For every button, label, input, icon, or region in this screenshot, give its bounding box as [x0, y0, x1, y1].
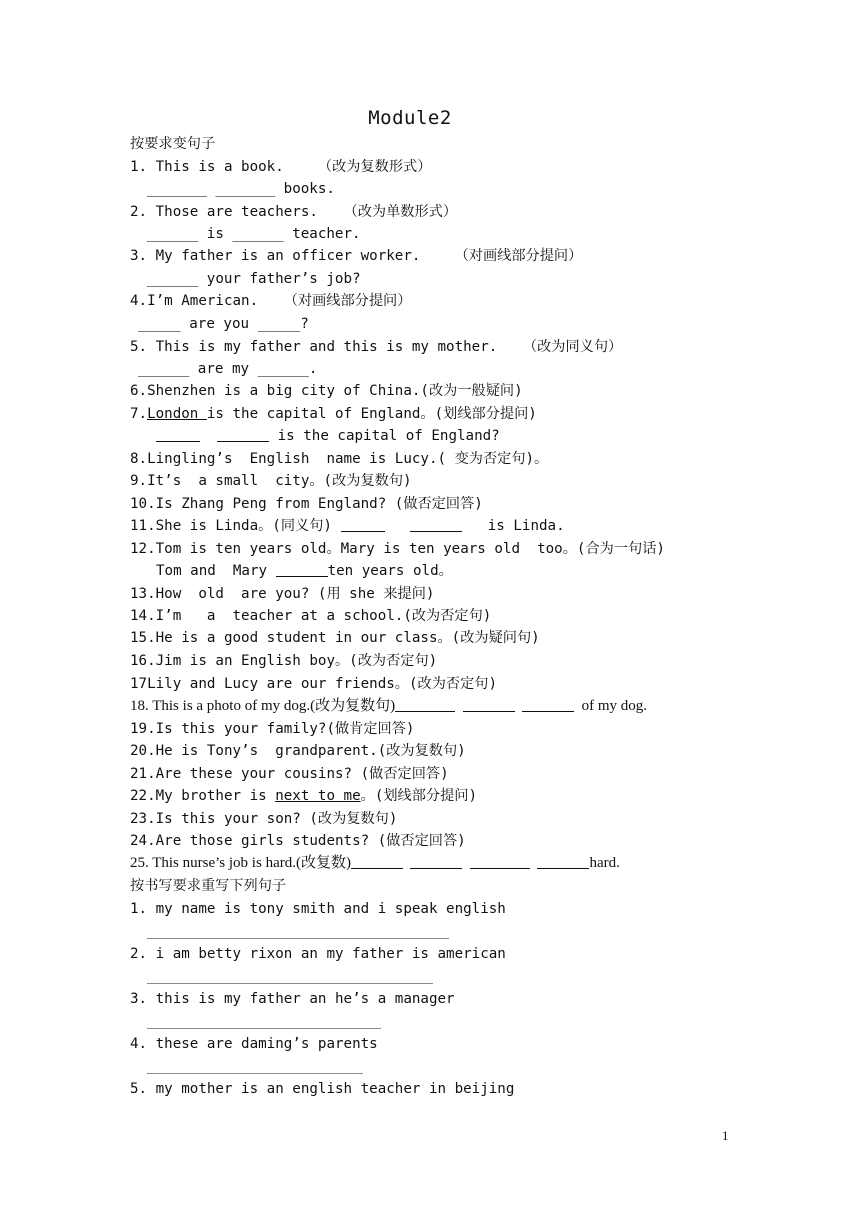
answer-12 [156, 561, 453, 581]
blank [341, 517, 385, 532]
blank [395, 697, 455, 712]
question-11 [130, 516, 565, 536]
question-8: 8.Lingling’s English name is Lucy.( 变为否定句)。 [130, 451, 549, 467]
blank [410, 854, 462, 869]
question-3: 3. My father is an officer worker. （对画线部分提问） [130, 248, 583, 264]
blank [156, 427, 200, 442]
question-1: 1. This is a book. （改为复数形式） [130, 159, 432, 175]
question-21: 21.Are these your cousins? (做否定回答) [130, 766, 449, 782]
rewrite-3: 3. this is my father an he’s a manager [130, 991, 455, 1007]
blank [470, 854, 530, 869]
rewrite-4: 4. these are daming’s parents [130, 1036, 378, 1052]
question-18-tail: of my dog. [581, 698, 648, 714]
blank [410, 517, 462, 532]
answer-7 [156, 426, 500, 446]
answer-12-tail: ten years old。 [327, 563, 453, 579]
question-5: 5. This is my father and this is my mother. （改为同义句） [130, 339, 623, 355]
question-9: 9.It’s a small city。(改为复数句) [130, 473, 412, 489]
question-7 [130, 404, 537, 424]
question-4: 4.I’m American. （对画线部分提问） [130, 293, 412, 309]
rewrite-5: 5. my mother is an english teacher in beijing [130, 1081, 515, 1097]
question-15: 15.He is a good student in our class。(改为疑问句) [130, 630, 540, 646]
question-11-text: 11.She is Linda。(同义句) [130, 518, 332, 534]
question-6: 6.Shenzhen is a big city of China.(改为一般疑问) [130, 383, 523, 399]
question-10: 10.Is Zhang Peng from England? (做否定回答) [130, 496, 483, 512]
question-12: 12.Tom is ten years old。Mary is ten years old too。(合为一句话) [130, 541, 665, 557]
question-25-tail: hard. [589, 855, 620, 871]
question-17: 17Lily and Lucy are our friends。(改为否定句) [130, 676, 497, 692]
question-22 [130, 786, 477, 806]
answer-1: _______ _______ books. [147, 181, 335, 197]
writing-line [147, 938, 449, 939]
question-7-number: 7. [130, 406, 148, 422]
question-11-tail: is Linda. [487, 518, 565, 534]
writing-line [147, 1073, 363, 1074]
question-13: 13.How old are you? (用 she 来提问) [130, 586, 435, 602]
blank [276, 562, 328, 577]
question-24: 24.Are those girls students? (做否定回答) [130, 833, 466, 849]
answer-3: ______ your father’s job? [147, 271, 361, 287]
question-16: 16.Jim is an English boy。(改为否定句) [130, 653, 438, 669]
question-7-rest: is the capital of England。(划线部分提问) [206, 406, 537, 422]
question-2: 2. Those are teachers. （改为单数形式） [130, 204, 458, 220]
question-22-rest: 。(划线部分提问) [360, 788, 478, 804]
page-number: 1 [722, 1128, 729, 1143]
question-7-underlined: London [147, 406, 207, 422]
rewrite-2: 2. i am betty rixon an my father is american [130, 946, 506, 962]
answer-5: ______ are my ______. [138, 361, 318, 377]
section-heading-transform: 按要求变句子 [130, 136, 216, 152]
answer-2: ______ is ______ teacher. [147, 226, 361, 242]
question-25 [130, 853, 620, 873]
answer-7-tail: is the capital of England? [269, 428, 500, 444]
blank [463, 697, 515, 712]
section-heading-rewrite: 按书写要求重写下列句子 [130, 878, 287, 894]
question-25-text: 25. This nurse’s job is hard.(改复数) [130, 855, 351, 871]
question-20: 20.He is Tony’s grandparent.(改为复数句) [130, 743, 466, 759]
writing-line [147, 1028, 381, 1029]
answer-12-head: Tom and Mary [156, 563, 276, 579]
page-title: Module2 [368, 107, 452, 129]
question-18 [130, 696, 647, 716]
writing-line [147, 983, 433, 984]
blank [522, 697, 574, 712]
question-19: 19.Is this your family?(做肯定回答) [130, 721, 415, 737]
question-22-underlined: next to me [275, 788, 361, 804]
blank [217, 427, 269, 442]
question-23: 23.Is this your son? (改为复数句) [130, 811, 398, 827]
answer-4: _____ are you _____? [138, 316, 309, 332]
rewrite-1: 1. my name is tony smith and i speak english [130, 901, 506, 917]
blank [351, 854, 403, 869]
question-22-head: 22.My brother is [130, 788, 276, 804]
question-14: 14.I’m a teacher at a school.(改为否定句) [130, 608, 492, 624]
question-18-text: 18. This is a photo of my dog.(改为复数句) [130, 698, 396, 714]
blank [537, 854, 589, 869]
